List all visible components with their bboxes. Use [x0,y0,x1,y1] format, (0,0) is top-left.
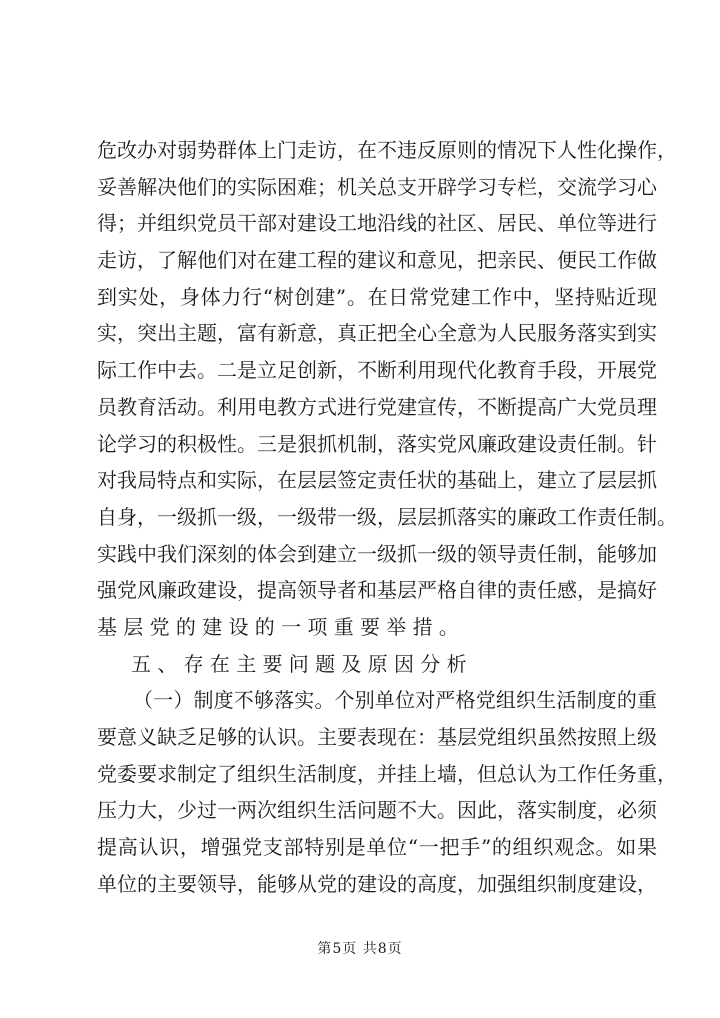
paragraph-line: 妥善解决他们的实际困难；机关总支开辟学习专栏，交流学习心 [97,174,657,199]
paragraph-line: （一）制度不够落实。个别单位对严格党组织生活制度的重 [133,688,657,713]
paragraph-line: 员教育活动。利用电教方式进行党建宣传，不断提高广大党员理 [97,394,657,419]
paragraph-line: 际工作中去。二是立足创新，不断利用现代化教育手段，开展党 [97,358,657,383]
paragraph-line: 强党风廉政建设，提高领导者和基层严格自律的责任感，是搞好 [97,578,657,603]
section-heading: 五、存在主要问题及原因分析 [131,651,473,676]
paragraph-line: 危改办对弱势群体上门走访，在不违反原则的情况下人性化操作， [97,138,677,162]
paragraph-line: 论学习的积极性。三是狠抓机制，落实党风廉政建设责任制。针 [97,431,657,456]
paragraph-line: 实践中我们深刻的体会到建立一级抓一级的领导责任制，能够加 [97,541,657,566]
paragraph-line: 提高认识，增强党支部特别是单位“一把手”的组织观念。如果 [97,835,657,860]
paragraph-line: 要意义缺乏足够的认识。主要表现在：基层党组织虽然按照上级 [97,725,657,749]
paragraph-line: 实，突出主题，富有新意，真正把全心全意为人民服务落实到实 [97,321,657,346]
paragraph-line: 自身，一级抓一级，一级带一级，层层抓落实的廉政工作责任制。 [97,504,677,529]
paragraph-line: 到实处，身体力行“树创建”。在日常党建工作中，坚持贴近现 [97,284,657,309]
paragraph-line: 单位的主要领导，能够从党的建设的高度，加强组织制度建设， [97,871,657,896]
paragraph-line: 压力大，少过一两次组织生活问题不大。因此，落实制度，必须 [97,798,657,823]
paragraph-line: 党委要求制定了组织生活制度，并挂上墙，但总认为工作任务重， [97,761,677,786]
page-number-footer: 第5页 共8页 [317,941,403,957]
paragraph-line: 得；并组织党员干部对建设工地沿线的社区、居民、单位等进行 [97,211,657,236]
paragraph-line: 基层党的建设的一项重要举措。 [97,614,466,639]
body-text [97,132,677,902]
paragraph-line: 对我局特点和实际，在层层签定责任状的基础上，建立了层层抓 [97,468,657,493]
paragraph-line: 走访，了解他们对在建工程的建议和意见，把亲民、便民工作做 [97,248,657,273]
